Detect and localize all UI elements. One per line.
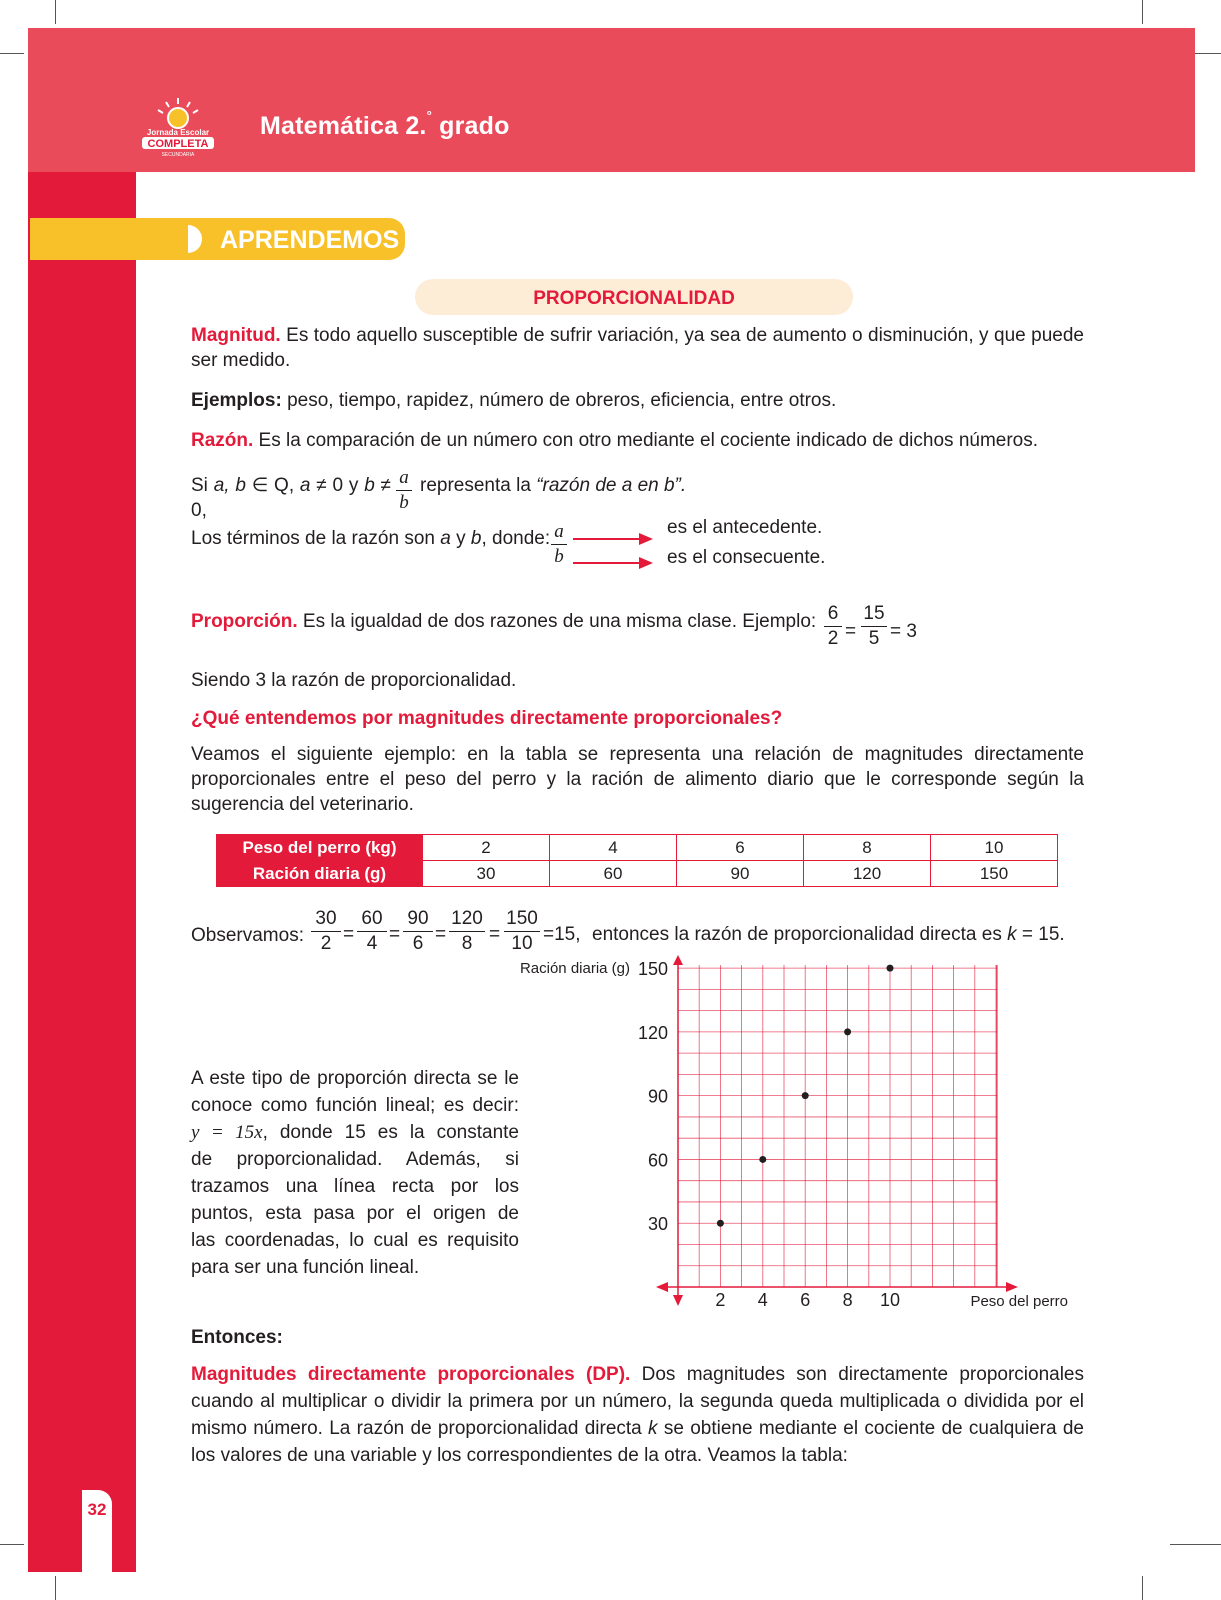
scatter-chart <box>520 955 1095 1340</box>
equals-sign: = <box>389 924 401 945</box>
table-cell: 60 <box>550 861 677 887</box>
dp-paragraph: Magnitudes directamente proporcionales (DP). Dos magnitudes son directamente proporcionales cuando al multiplicar o dividir la primera por un número, la segunda queda multiplicada o dividida por el mismo número. La razón de proporcionalidad directa k se obtiene mediante el cociente de cualquiera de los valores de una variable y los correspondientes de la otra. Veamos la tabla: <box>191 1364 1084 1466</box>
text-line: y = 15x, donde 15 es la constante <box>191 1122 519 1143</box>
razon-condition: Si a, b ∈ Q, a ≠ 0 y b ≠ 0, <box>191 475 391 521</box>
left-margin-bar <box>28 172 136 1572</box>
entonces-label: Entonces: <box>191 1327 283 1348</box>
row-header: Peso del perro (kg) <box>217 835 423 861</box>
table-cell: 30 <box>423 861 550 887</box>
veamos-paragraph: Veamos el siguiente ejemplo: en la tabla se representa una relación de magnitudes directamente proporcionales entre el peso del perro y la ración de alimento diario que le corresponde según la sugerencia del veterinario. <box>191 744 1084 815</box>
svg-text:SECUNDARIA: SECUNDARIA <box>161 152 195 158</box>
x-tick-label: 10 <box>879 1290 901 1310</box>
text-line: para ser una función lineal. <box>191 1257 420 1278</box>
x-axis-neg-arrow-icon <box>656 1282 668 1292</box>
text-line: puntos, esta pasa por el origen de <box>191 1203 519 1224</box>
table-cell: 8 <box>804 835 931 861</box>
observamos-label: Observamos: <box>191 925 304 946</box>
text-line: de proporcionalidad. Además, si <box>191 1149 519 1170</box>
fraction-terms: a b <box>551 522 567 567</box>
data-point <box>717 1220 724 1227</box>
text-line: las coordenadas, lo cual es requisito <box>191 1230 519 1251</box>
proporcion-paragraph: Proporción. Es la igualdad de dos razones de una misma clase. Ejemplo: <box>191 611 817 632</box>
crop-mark <box>55 1576 56 1600</box>
fraction-obs: 90 6 <box>403 909 433 954</box>
razon-description: representa la “razón de a en b”. <box>420 475 687 496</box>
page-number: 32 <box>87 1500 107 1519</box>
svg-text:COMPLETA: COMPLETA <box>147 138 209 150</box>
jornada-escolar-logo <box>140 96 220 158</box>
data-point <box>887 965 894 972</box>
siendo-text: Siendo 3 la razón de proporcionalidad. <box>191 670 517 691</box>
fraction-obs: 150 10 <box>504 909 540 954</box>
fraction-a-over-b: a b <box>396 468 412 513</box>
y-tick-label: 60 <box>647 1150 668 1171</box>
data-table <box>216 834 1058 887</box>
razon-paragraph: Razón. Es la comparación de un número con otro mediante el cociente indicado de dichos números. <box>191 430 1039 451</box>
y-axis-arrow-icon <box>673 955 683 965</box>
y-axis-label: Ración diaria (g) <box>520 960 630 977</box>
table-cell: 2 <box>423 835 550 861</box>
table-row <box>217 861 1058 887</box>
crop-mark <box>0 1544 24 1545</box>
x-axis-label: Peso del perro <box>970 1293 1068 1310</box>
table-cell: 10 <box>931 835 1058 861</box>
fraction-6-2: 6 2 <box>824 604 842 649</box>
y-tick-label: 90 <box>647 1086 668 1107</box>
data-point <box>759 1156 766 1163</box>
table-cell: 120 <box>804 861 931 887</box>
x-axis-arrow-icon <box>1006 1282 1018 1292</box>
table-cell: 4 <box>550 835 677 861</box>
terminos-text: Los términos de la razón son a y b, donde: <box>191 528 551 549</box>
arrow-icons <box>573 532 655 572</box>
text-line: conoce como función lineal; es decir: <box>191 1095 519 1116</box>
observamos-result: =15, <box>543 924 581 945</box>
crop-mark <box>1142 0 1143 24</box>
text-line: A este tipo de proporción directa se le <box>191 1068 519 1089</box>
equals-sign: = <box>489 924 501 945</box>
x-tick-label: 6 <box>800 1290 811 1310</box>
ratio-result: = 3 <box>890 621 917 642</box>
fraction-obs: 30 2 <box>311 909 341 954</box>
antecedente-label: es el antecedente. <box>667 517 823 538</box>
consecuente-label: es el consecuente. <box>667 547 826 568</box>
y-axis-neg-arrow-icon <box>673 1295 683 1306</box>
table-cell: 150 <box>931 861 1058 887</box>
x-tick-label: 2 <box>715 1290 726 1310</box>
svg-text:Jornada Escolar: Jornada Escolar <box>146 128 210 137</box>
y-tick-label: 120 <box>637 1022 668 1043</box>
header-title: Matemática 2.° grado <box>260 108 510 140</box>
x-tick-label: 8 <box>842 1290 853 1310</box>
crop-mark <box>1170 1544 1221 1545</box>
fraction-15-5: 15 5 <box>861 604 887 649</box>
y-tick-label: 150 <box>637 959 668 980</box>
equals-sign: = <box>343 924 355 945</box>
table-cell: 6 <box>677 835 804 861</box>
fraction-obs: 120 8 <box>449 909 485 954</box>
observamos-conclusion: entonces la razón de proporcionalidad directa es k = 15. <box>592 924 1065 945</box>
section-label: APRENDEMOS <box>220 226 400 254</box>
topic-title: PROPORCIONALIDAD <box>533 288 735 309</box>
crop-mark <box>55 0 56 24</box>
table-row <box>217 835 1058 861</box>
y-tick-label: 30 <box>647 1214 668 1235</box>
data-point <box>802 1092 809 1099</box>
question-heading: ¿Qué entendemos por magnitudes directamente proporcionales? <box>191 708 783 729</box>
equals-sign: = <box>435 924 447 945</box>
row-header: Ración diaria (g) <box>217 861 423 887</box>
text-line: trazamos una línea recta por los <box>191 1176 519 1197</box>
crop-mark <box>0 53 24 54</box>
crop-mark <box>1142 1576 1143 1600</box>
funcion-lineal-text <box>191 1065 519 1281</box>
table-cell: 90 <box>677 861 804 887</box>
ejemplos-paragraph: Ejemplos: peso, tiempo, rapidez, número de obreros, eficiencia, entre otros. <box>191 390 837 411</box>
x-tick-label: 4 <box>757 1290 768 1310</box>
data-point <box>844 1028 851 1035</box>
magnitud-paragraph: Magnitud. Es todo aquello susceptible de sufrir variación, ya sea de aumento o disminución, y que puede ser medido. <box>191 325 1084 371</box>
equals-sign: = <box>845 621 857 642</box>
fraction-obs: 60 4 <box>357 909 387 954</box>
